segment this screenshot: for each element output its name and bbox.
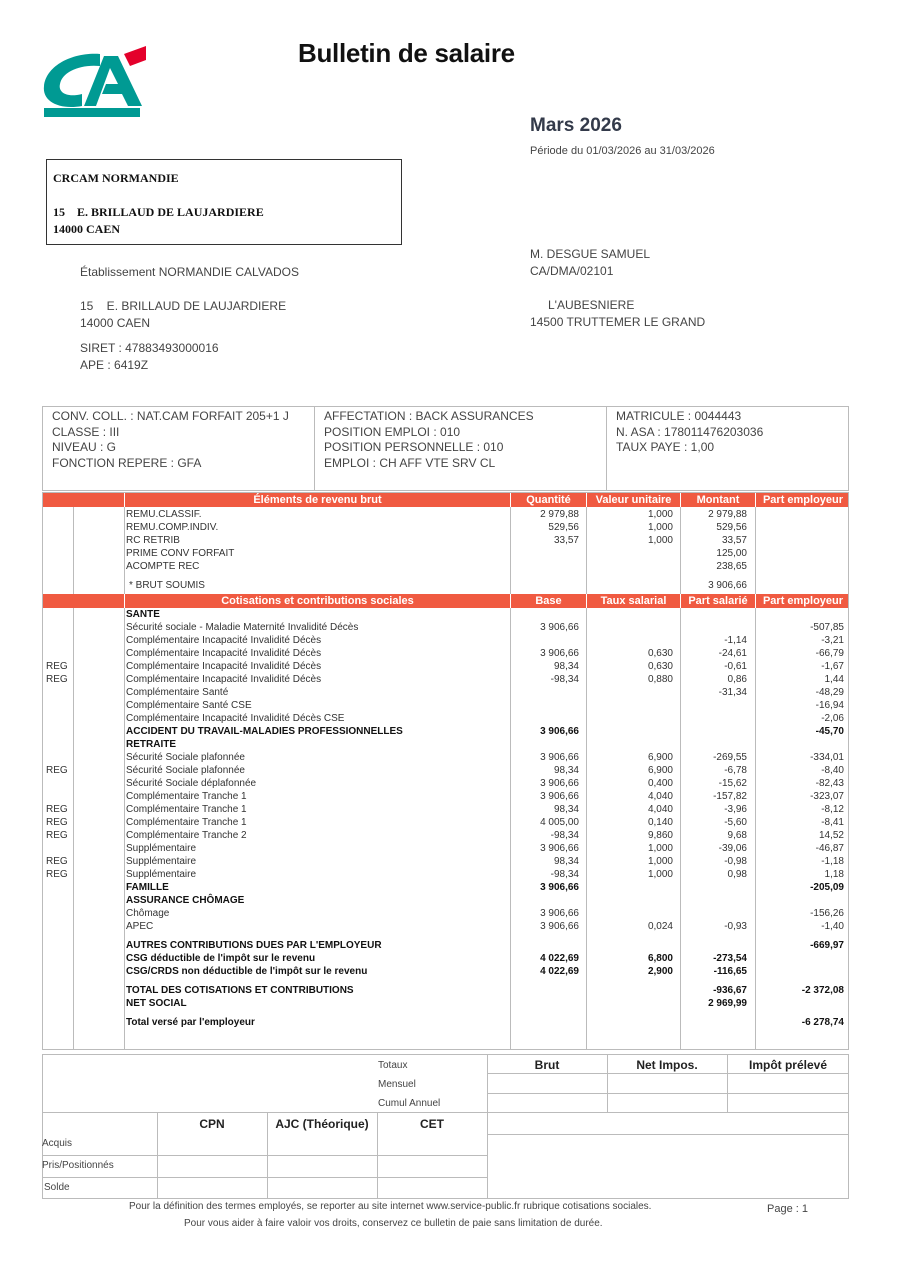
taken-label: Pris/Positionnés bbox=[42, 1160, 114, 1171]
employee-rate: 1,000 bbox=[647, 856, 673, 867]
revenue-quantity: 529,56 bbox=[548, 522, 579, 533]
contribution-label: Complémentaire Santé bbox=[126, 687, 229, 698]
revenue-label: RC RETRIB bbox=[126, 535, 180, 546]
revenue-amount: 2 979,88 bbox=[708, 509, 747, 520]
brut-soumis-value: 3 906,66 bbox=[708, 580, 747, 591]
contribution-row bbox=[43, 738, 848, 751]
employee-rate: 2,900 bbox=[647, 966, 673, 977]
establishment-address2: 14000 CAEN bbox=[80, 316, 151, 330]
contribution-base: 3 906,66 bbox=[540, 882, 579, 893]
contribution-row bbox=[43, 764, 848, 777]
revenue-row bbox=[43, 508, 848, 521]
contribution-base: 4 022,69 bbox=[540, 966, 579, 977]
contribution-row bbox=[43, 751, 848, 764]
revenue-unit-value: 1,000 bbox=[647, 509, 673, 520]
employer-part: -334,01 bbox=[810, 752, 844, 763]
contribution-label: Sécurité Sociale déplafonnée bbox=[126, 778, 257, 789]
employer-address1: 15 E. BRILLAUD DE LAUJARDIERE bbox=[53, 205, 264, 219]
base-header: Base bbox=[510, 594, 586, 608]
employee-rate: 0,630 bbox=[647, 648, 673, 659]
employer-part: -46,87 bbox=[815, 843, 844, 854]
employee-address2: 14500 TRUTTEMER LE GRAND bbox=[530, 315, 706, 329]
net-taxable-header: Net Impos. bbox=[636, 1058, 698, 1072]
contribution-base: 3 906,66 bbox=[540, 791, 579, 802]
employee-part: 0,86 bbox=[727, 674, 747, 685]
revenue-label: REMU.CLASSIF. bbox=[126, 509, 202, 520]
employer-box bbox=[46, 159, 402, 245]
contribution-label: SANTE bbox=[126, 609, 160, 620]
contribution-row bbox=[43, 952, 848, 965]
revenue-amount: 125,00 bbox=[716, 548, 747, 559]
contributions-header bbox=[43, 594, 848, 608]
employee-part: 2 969,99 bbox=[708, 998, 747, 1009]
employer-part: -1,18 bbox=[821, 856, 844, 867]
employer-part: -48,29 bbox=[815, 687, 844, 698]
employer-part-header: Part employeur bbox=[755, 594, 850, 608]
contribution-label: Complémentaire Incapacité Invalidité Décès bbox=[126, 635, 322, 646]
footer-note-2: Pour vous aider à faire valoir vos droits, conservez ce bulletin de paie sans limitation de durée. bbox=[184, 1218, 603, 1229]
info-col-3 bbox=[607, 407, 850, 490]
employer-part: -323,07 bbox=[810, 791, 844, 802]
revenue-row bbox=[43, 560, 848, 573]
employee-part: -269,55 bbox=[713, 752, 747, 763]
pay-month: Mars 2026 bbox=[530, 115, 622, 136]
contribution-row bbox=[43, 1016, 848, 1029]
contribution-base: -98,34 bbox=[550, 869, 579, 880]
contribution-label: APEC bbox=[126, 921, 154, 932]
revenue-header-label: Éléments de revenu brut bbox=[124, 493, 510, 507]
employee-rate: 9,860 bbox=[647, 830, 673, 841]
contribution-row bbox=[43, 997, 848, 1010]
contribution-row bbox=[43, 634, 848, 647]
balance-label: Solde bbox=[44, 1182, 70, 1193]
amount-header: Montant bbox=[680, 493, 755, 507]
employer-part-header: Part employeur bbox=[755, 493, 850, 507]
contribution-base: 3 906,66 bbox=[540, 908, 579, 919]
payslip-table bbox=[42, 492, 849, 1050]
employer-part: 1,18 bbox=[824, 869, 844, 880]
employee-rate: 4,040 bbox=[647, 791, 673, 802]
info-text: CONV. COLL. : NAT.CAM FORFAIT 205+1 J bbox=[52, 409, 289, 423]
contribution-label: TOTAL DES COTISATIONS ET CONTRIBUTIONS bbox=[126, 985, 354, 996]
contribution-base: 3 906,66 bbox=[540, 778, 579, 789]
contribution-base: 3 906,66 bbox=[540, 921, 579, 932]
credit-agricole-logo bbox=[42, 44, 150, 120]
info-col-2 bbox=[315, 407, 607, 490]
contribution-label: Complémentaire Incapacité Invalidité Décès bbox=[126, 648, 322, 659]
contribution-base: 98,34 bbox=[553, 856, 579, 867]
contribution-row bbox=[43, 842, 848, 855]
ajc-header: AJC (Théorique) bbox=[275, 1117, 369, 1131]
employer-part: 1,44 bbox=[824, 674, 844, 685]
employee-name: M. DESGUE SAMUEL bbox=[530, 247, 651, 261]
employer-part: -507,85 bbox=[810, 622, 844, 633]
pay-period: Période du 01/03/2026 au 31/03/2026 bbox=[530, 145, 715, 157]
employee-part: -157,82 bbox=[713, 791, 747, 802]
contribution-row bbox=[43, 881, 848, 894]
employee-part: -39,06 bbox=[718, 843, 747, 854]
employer-part: -16,94 bbox=[815, 700, 844, 711]
employee-rate: 1,000 bbox=[647, 869, 673, 880]
contribution-row bbox=[43, 855, 848, 868]
unit-value-header: Valeur unitaire bbox=[586, 493, 680, 507]
info-text: N. ASA : 178011476203036 bbox=[616, 424, 764, 439]
employee-part: -0,61 bbox=[724, 661, 747, 672]
employee-ref: CA/DMA/02101 bbox=[530, 264, 614, 278]
cet-header: CET bbox=[420, 1117, 444, 1131]
employee-part: -936,67 bbox=[713, 985, 747, 996]
contribution-label: Supplémentaire bbox=[126, 843, 197, 854]
contribution-label: Sécurité Sociale plafonnée bbox=[126, 752, 245, 763]
contribution-label: Chômage bbox=[126, 908, 170, 919]
contribution-label: CSG/CRDS non déductible de l'impôt sur le revenu bbox=[126, 966, 368, 977]
employee-rate: 6,900 bbox=[647, 765, 673, 776]
totals-section bbox=[42, 1054, 849, 1199]
info-text: NIVEAU : G bbox=[52, 440, 117, 454]
brut-soumis-label: * BRUT SOUMIS bbox=[129, 580, 205, 591]
employer-part: 14,52 bbox=[818, 830, 844, 841]
employee-part: -0,98 bbox=[724, 856, 747, 867]
employer-part: -1,40 bbox=[821, 921, 844, 932]
regularization-code: REG bbox=[46, 674, 68, 685]
contribution-row bbox=[43, 660, 848, 673]
employee-rate: 0,400 bbox=[647, 778, 673, 789]
info-text: AFFECTATION : BACK ASSURANCES bbox=[324, 409, 534, 423]
employer-part: -669,97 bbox=[810, 940, 844, 951]
contribution-row bbox=[43, 699, 848, 712]
employer-address2: 14000 CAEN bbox=[53, 222, 121, 236]
contribution-row bbox=[43, 907, 848, 920]
contribution-base: 3 906,66 bbox=[540, 622, 579, 633]
info-text: FONCTION REPERE : GFA bbox=[52, 455, 202, 470]
revenue-quantity: 33,57 bbox=[553, 535, 579, 546]
contribution-label: Sécurité Sociale plafonnée bbox=[126, 765, 245, 776]
contribution-row bbox=[43, 673, 848, 686]
employee-rate: 0,140 bbox=[647, 817, 673, 828]
contribution-label: ACCIDENT DU TRAVAIL-MALADIES PROFESSIONNELLES bbox=[126, 726, 403, 737]
employer-part: -2 372,08 bbox=[801, 985, 844, 996]
employee-rate: 1,000 bbox=[647, 843, 673, 854]
contribution-row bbox=[43, 647, 848, 660]
employee-part: 9,68 bbox=[727, 830, 747, 841]
info-text: POSITION PERSONNELLE : 010 bbox=[324, 440, 504, 454]
employee-rate-header: Taux salarial bbox=[586, 594, 680, 608]
contribution-row bbox=[43, 939, 848, 952]
regularization-code: REG bbox=[46, 856, 68, 867]
employee-part: -0,93 bbox=[724, 921, 747, 932]
employee-rate: 0,024 bbox=[647, 921, 673, 932]
revenue-amount: 529,56 bbox=[716, 522, 747, 533]
employee-address1: L'AUBESNIERE bbox=[548, 298, 635, 312]
employee-part: -116,65 bbox=[713, 966, 747, 977]
employer-part: -2,06 bbox=[821, 713, 844, 724]
contribution-base: 3 906,66 bbox=[540, 726, 579, 737]
revenue-unit-value: 1,000 bbox=[647, 522, 673, 533]
info-text: POSITION EMPLOI : 010 bbox=[324, 424, 461, 439]
annual-label: Cumul Annuel bbox=[378, 1098, 441, 1109]
contribution-row bbox=[43, 686, 848, 699]
establishment-name: Établissement NORMANDIE CALVADOS bbox=[80, 265, 299, 279]
revenue-row bbox=[43, 521, 848, 534]
contribution-row bbox=[43, 777, 848, 790]
quantity-header: Quantité bbox=[510, 493, 586, 507]
ape: APE : 6419Z bbox=[80, 358, 149, 372]
tax-withheld-header: Impôt prélevé bbox=[748, 1058, 828, 1072]
contribution-label: Sécurité sociale - Maladie Maternité Invalidité Décès bbox=[126, 622, 359, 633]
info-text: CLASSE : III bbox=[52, 424, 120, 439]
contribution-row bbox=[43, 829, 848, 842]
revenue-label: PRIME CONV FORFAIT bbox=[126, 548, 235, 559]
contribution-label: AUTRES CONTRIBUTIONS DUES PAR L'EMPLOYEUR bbox=[126, 940, 382, 951]
monthly-label: Mensuel bbox=[378, 1079, 416, 1090]
acquired-label: Acquis bbox=[42, 1138, 73, 1149]
contribution-row bbox=[43, 920, 848, 933]
employer-part: -6 278,74 bbox=[801, 1017, 844, 1028]
revenue-amount: 33,57 bbox=[721, 535, 747, 546]
employee-rate: 6,800 bbox=[647, 953, 673, 964]
employee-part: -15,62 bbox=[718, 778, 747, 789]
contribution-row bbox=[43, 725, 848, 738]
contribution-row bbox=[43, 816, 848, 829]
info-text: EMPLOI : CH AFF VTE SRV CL bbox=[324, 455, 496, 470]
contribution-label: Complémentaire Tranche 1 bbox=[126, 791, 247, 802]
page-title: Bulletin de salaire bbox=[298, 38, 515, 68]
employer-part: -3,21 bbox=[821, 635, 844, 646]
employer-part: -8,41 bbox=[821, 817, 844, 828]
employer-part: -8,40 bbox=[821, 765, 844, 776]
contribution-base: 4 022,69 bbox=[540, 953, 579, 964]
revenue-row bbox=[43, 534, 848, 547]
employee-part: -273,54 bbox=[713, 953, 747, 964]
contribution-row bbox=[43, 984, 848, 997]
employee-part: -1,14 bbox=[724, 635, 747, 646]
revenue-label: ACOMPTE REC bbox=[126, 561, 200, 572]
info-col-1 bbox=[43, 407, 315, 490]
contribution-base: 98,34 bbox=[553, 661, 579, 672]
employer-part: -156,26 bbox=[810, 908, 844, 919]
info-text: TAUX PAYE : 1,00 bbox=[616, 440, 715, 454]
establishment-address1: 15 E. BRILLAUD DE LAUJARDIERE bbox=[80, 299, 287, 313]
regularization-code: REG bbox=[46, 817, 68, 828]
contribution-base: 3 906,66 bbox=[540, 752, 579, 763]
employer-part: -82,43 bbox=[815, 778, 844, 789]
contribution-base: 4 005,00 bbox=[540, 817, 579, 828]
contribution-row bbox=[43, 621, 848, 634]
revenue-quantity: 2 979,88 bbox=[540, 509, 579, 520]
employee-part: -6,78 bbox=[724, 765, 747, 776]
contribution-row bbox=[43, 868, 848, 881]
contribution-row bbox=[43, 965, 848, 978]
contribution-label: Complémentaire Tranche 1 bbox=[126, 817, 247, 828]
contribution-label: RETRAITE bbox=[126, 739, 176, 750]
employee-part: -31,34 bbox=[718, 687, 747, 698]
employer-part: -205,09 bbox=[810, 882, 844, 893]
employee-part: -5,60 bbox=[724, 817, 747, 828]
cpn-header: CPN bbox=[199, 1117, 225, 1131]
revenue-unit-value: 1,000 bbox=[647, 535, 673, 546]
contribution-label: Supplémentaire bbox=[126, 856, 197, 867]
contributions-header-label: Cotisations et contributions sociales bbox=[124, 594, 510, 608]
employee-rate: 6,900 bbox=[647, 752, 673, 763]
revenue-amount: 238,65 bbox=[716, 561, 747, 572]
contribution-base: 98,34 bbox=[553, 765, 579, 776]
contribution-label: FAMILLE bbox=[126, 882, 169, 893]
contribution-base: -98,34 bbox=[550, 674, 579, 685]
employee-part: -24,61 bbox=[718, 648, 747, 659]
gross-header: Brut bbox=[534, 1058, 560, 1072]
regularization-code: REG bbox=[46, 765, 68, 776]
contribution-label: NET SOCIAL bbox=[126, 998, 187, 1009]
contribution-label: Complémentaire Tranche 2 bbox=[126, 830, 247, 841]
footer-note-1: Pour la définition des termes employés, se reporter au site internet www.service-public.fr rubrique cotisations sociales. bbox=[129, 1201, 652, 1212]
employee-part: 0,98 bbox=[727, 869, 747, 880]
contribution-base: -98,34 bbox=[550, 830, 579, 841]
employer-part: -66,79 bbox=[815, 648, 844, 659]
employer-part: -8,12 bbox=[821, 804, 844, 815]
contribution-label: ASSURANCE CHÔMAGE bbox=[126, 895, 245, 906]
totals-label: Totaux bbox=[378, 1060, 408, 1071]
revenue-row bbox=[43, 547, 848, 560]
contribution-row bbox=[43, 803, 848, 816]
revenue-label: REMU.COMP.INDIV. bbox=[126, 522, 219, 533]
contribution-base: 3 906,66 bbox=[540, 843, 579, 854]
contribution-label: Total versé par l'employeur bbox=[126, 1017, 255, 1028]
revenue-header bbox=[43, 493, 848, 507]
employee-rate: 0,630 bbox=[647, 661, 673, 672]
contribution-base: 3 906,66 bbox=[540, 648, 579, 659]
contribution-row bbox=[43, 790, 848, 803]
contribution-label: Complémentaire Tranche 1 bbox=[126, 804, 247, 815]
contribution-label: CSG déductible de l'impôt sur le revenu bbox=[126, 953, 316, 964]
contribution-label: Supplémentaire bbox=[126, 869, 197, 880]
employee-part-header: Part salarié bbox=[680, 594, 755, 608]
regularization-code: REG bbox=[46, 804, 68, 815]
regularization-code: REG bbox=[46, 869, 68, 880]
regularization-code: REG bbox=[46, 661, 68, 672]
contribution-base: 98,34 bbox=[553, 804, 579, 815]
employer-part: -1,67 bbox=[821, 661, 844, 672]
contribution-row bbox=[43, 608, 848, 621]
contribution-label: Complémentaire Incapacité Invalidité Décès bbox=[126, 661, 322, 672]
regularization-code: REG bbox=[46, 830, 68, 841]
brut-soumis-row bbox=[43, 579, 848, 592]
employer-name: CRCAM NORMANDIE bbox=[53, 171, 179, 185]
contribution-row bbox=[43, 712, 848, 725]
contribution-row bbox=[43, 894, 848, 907]
employee-rate: 0,880 bbox=[647, 674, 673, 685]
siret: SIRET : 47883493000016 bbox=[80, 341, 219, 355]
contribution-label: Complémentaire Incapacité Invalidité Décès CSE bbox=[126, 713, 345, 724]
contribution-label: Complémentaire Santé CSE bbox=[126, 700, 252, 711]
page-number: Page : 1 bbox=[767, 1203, 808, 1215]
info-text: MATRICULE : 0044443 bbox=[616, 409, 742, 423]
employment-info-box bbox=[42, 406, 849, 491]
employer-part: -45,70 bbox=[815, 726, 844, 737]
employee-part: -3,96 bbox=[724, 804, 747, 815]
employee-rate: 4,040 bbox=[647, 804, 673, 815]
contribution-label: Complémentaire Incapacité Invalidité Décès bbox=[126, 674, 322, 685]
